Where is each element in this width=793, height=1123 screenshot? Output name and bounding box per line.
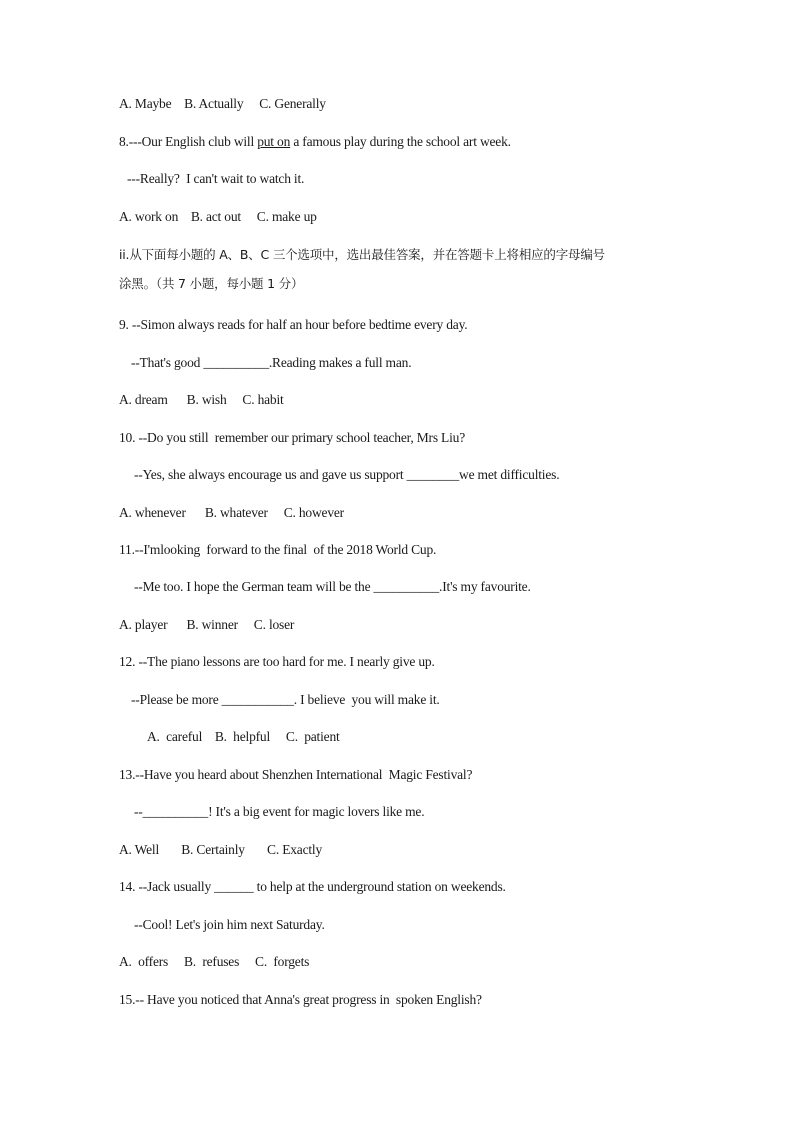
q11-response: --Me too. I hope the German team will be the __________.It's my favourite. [134,579,531,594]
q13-response: --__________! It's a big event for magic lovers like me. [134,804,425,819]
q8-underlined-phrase: put on [257,134,291,149]
section-instructions-line1: ii.从下面每小题的 A、B、C 三个选项中，选出最佳答案，并在答题卡上将相应的字母编号 [119,247,605,262]
q13-options: A. Well B. Certainly C. Exactly [119,842,323,857]
q8-question-start: 8.---Our English club will [119,134,258,149]
q12-question: 12. --The piano lessons are too hard for me. I nearly give up. [119,654,435,669]
q13-question: 13.--Have you heard about Shenzhen International Magic Festival? [119,767,473,782]
q11-options: A. player B. winner C. loser [119,617,295,632]
q7-options: A. Maybe B. Actually C. Generally [119,96,326,111]
q11-question: 11.--I'mlooking forward to the final of the 2018 World Cup. [119,542,437,557]
q10-options: A. whenever B. whatever C. however [119,505,344,520]
q8-response: ---Really? I can't wait to watch it. [127,171,305,186]
q8-question-end: a famous play during the school art week. [290,134,511,149]
q12-options: A. careful B. helpful C. patient [147,729,340,744]
q9-options: A. dream B. wish C. habit [119,392,284,407]
q14-response: --Cool! Let's join him next Saturday. [134,917,325,932]
q8-question [119,133,511,151]
q10-response: --Yes, she always encourage us and gave us support ________we met difficulties. [134,467,560,482]
q14-question: 14. --Jack usually ______ to help at the underground station on weekends. [119,879,506,894]
q9-response: --That's good __________.Reading makes a full man. [131,355,412,370]
q10-question: 10. --Do you still remember our primary school teacher, Mrs Liu? [119,430,465,445]
q15-question: 15.-- Have you noticed that Anna's great progress in spoken English? [119,992,482,1007]
q14-options: A. offers B. refuses C. forgets [119,954,310,969]
q8-options: A. work on B. act out C. make up [119,209,317,224]
section-instructions-line2: 涂黑。（共 7 小题，每小题 1 分） [119,276,304,291]
q12-response: --Please be more ___________. I believe you will make it. [131,692,440,707]
q9-question: 9. --Simon always reads for half an hour before bedtime every day. [119,317,468,332]
